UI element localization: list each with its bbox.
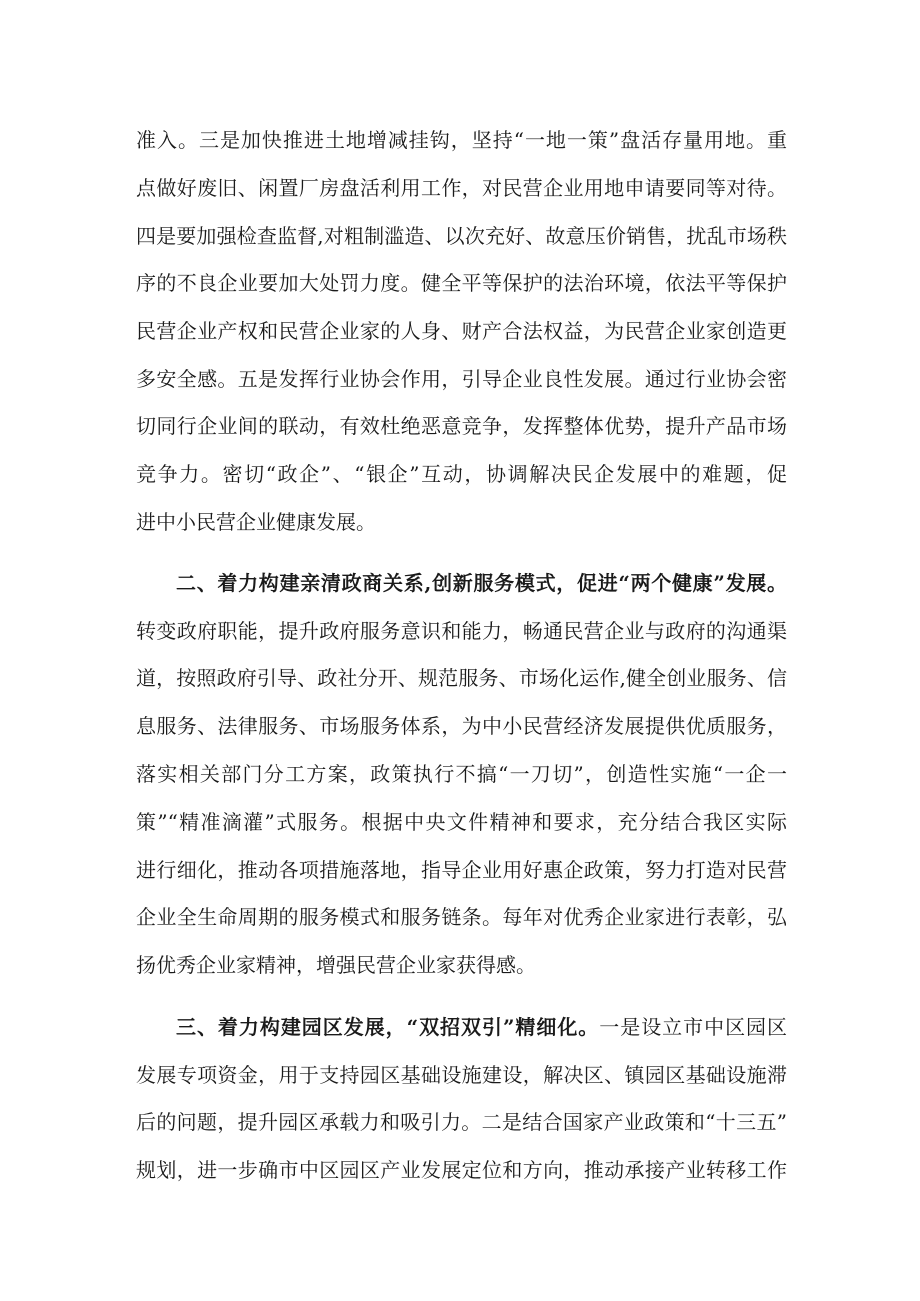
paragraph-line: 息服务、法律服务、市场服务体系，为中小民营经济发展提供优质服务， (136, 714, 787, 738)
section-heading-tail: 一是设立市中区园区 (599, 1015, 788, 1039)
paragraph-line: 扬优秀企业家精神，增强民营企业家获得感。 (136, 953, 536, 977)
paragraph-line: 民营企业产权和民营企业家的人身、财产合法权益，为民营企业家创造更 (136, 319, 787, 343)
section-heading: 三、着力构建园区发展，“双招双引”精细化。 (176, 1015, 600, 1039)
paragraph-line: 进行细化，推动各项措施落地，指导企业用好惠企政策，努力打造对民营 (136, 858, 787, 882)
paragraph-line: 落实相关部门分工方案，政策执行不搞“一刀切”，创造性实施“一企一 (136, 762, 787, 786)
paragraph-line: 序的不良企业要加大处罚力度。健全平等保护的法治环境，依法平等保护 (136, 271, 787, 295)
paragraph-line: 道，按照政府引导、政社分开、规范服务、市场化运作,健全创业服务、信 (136, 666, 787, 690)
paragraph-line: 规划，进一步确市中区园区产业发展定位和方向，推动承接产业转移工作 (136, 1158, 787, 1182)
section-heading: 二、着力构建亲清政商关系,创新服务模式，促进“两个健康”发展。 (176, 571, 787, 595)
paragraph-line: 企业全生命周期的服务模式和服务链条。每年对优秀企业家进行表彰，弘 (136, 905, 787, 929)
paragraph-line: 竞争力。密切“政企”、“银企”互动，协调解决民企发展中的难题，促 (136, 462, 787, 486)
paragraph-line: 准入。三是加快推进土地增减挂钩，坚持“一地一策”盘活存量用地。重 (136, 128, 787, 152)
paragraph-line: 策”“精准滴灌”式服务。根据中央文件精神和要求，充分结合我区实际 (136, 810, 787, 834)
paragraph-line: 多安全感。五是发挥行业协会作用，引导企业良性发展。通过行业协会密 (136, 367, 787, 391)
paragraph-line: 点做好废旧、闲置厂房盘活利用工作，对民营企业用地申请要同等对待。 (136, 176, 787, 200)
section-first-line (176, 1010, 787, 1044)
paragraph-line: 发展专项资金，用于支持园区基础设施建设，解决区、镇园区基础设施滞 (136, 1063, 787, 1087)
paragraph-line: 切同行企业间的联动，有效杜绝恶意竞争，发挥整体优势，提升产品市场 (136, 414, 787, 438)
paragraph-line: 后的问题，提升园区承载力和吸引力。二是结合国家产业政策和“十三五” (136, 1110, 787, 1134)
paragraph-line: 转变政府职能，提升政府服务意识和能力，畅通民营企业与政府的沟通渠 (136, 619, 787, 643)
paragraph-line: 四是要加强检查监督,对粗制滥造、以次充好、故意压价销售，扰乱市场秩 (136, 224, 787, 248)
paragraph-line: 进中小民营企业健康发展。 (136, 510, 376, 534)
